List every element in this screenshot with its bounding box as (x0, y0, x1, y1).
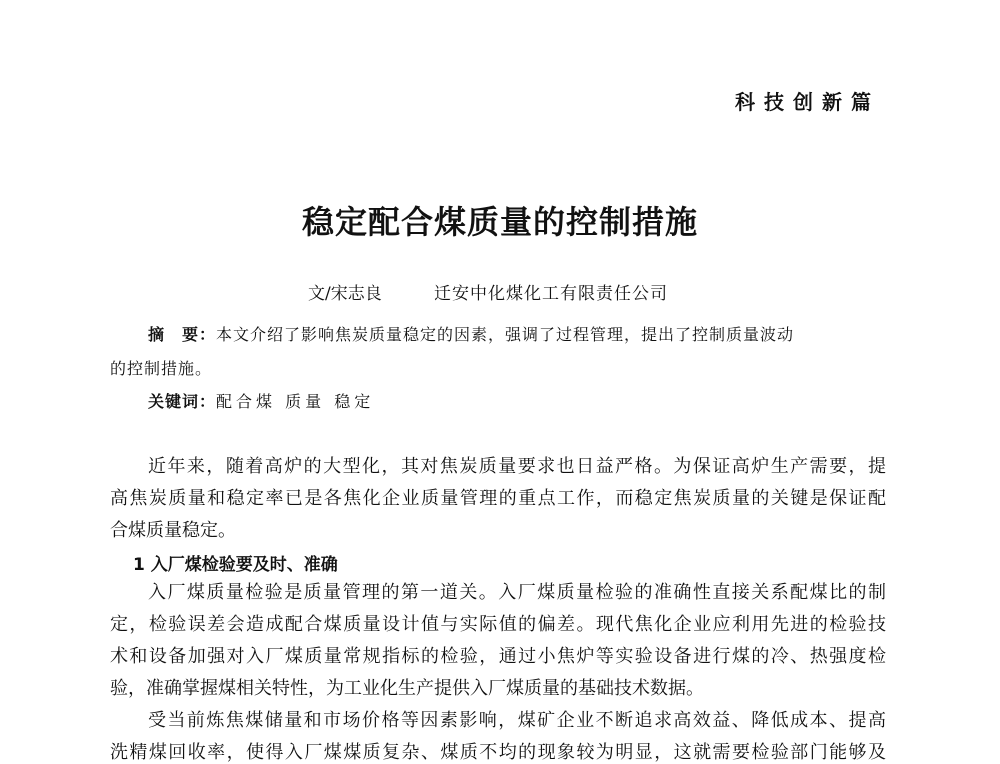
author-organization: 迁安中化煤化工有限责任公司 (434, 284, 668, 304)
section1-line-4: 验，准确掌握煤相关特性，为工业化生产提供入厂煤质量的基础技术数据。 (110, 678, 704, 699)
abstract-line-2: 的控制措施。 (110, 359, 213, 378)
section1-line-5: 受当前炼焦煤储量和市场价格等因素影响，煤矿企业不断追求高效益、降低成本、提高 (148, 710, 886, 731)
section1-line-2: 定，检验误差会造成配合煤质量设计值与实际值的偏差。现代焦化企业应利用先进的检验技 (110, 614, 886, 635)
intro-line-3: 合煤质量稳定。 (110, 520, 236, 541)
abstract-text-1: 本文介绍了影响焦炭质量稳定的因素，强调了过程管理，提出了控制质量波动 (216, 325, 795, 344)
intro-line-2: 高焦炭质量和稳定率已是各焦化企业质量管理的重点工作，而稳定焦炭质量的关键是保证配 (110, 488, 886, 509)
section-header: 科技创新篇 (735, 90, 880, 114)
abstract-line-1 (148, 322, 886, 345)
section1-line-3: 术和设备加强对入厂煤质量常规指标的检验，通过小焦炉等实验设备进行煤的冷、热强度检 (110, 646, 886, 667)
section1-line-1: 入厂煤质量检验是质量管理的第一道关。入厂煤质量检验的准确性直接关系配煤比的制 (148, 582, 886, 603)
article-title: 稳定配合煤质量的控制措施 (301, 203, 698, 241)
keywords-label: 关键词： (148, 392, 217, 411)
abstract-label: 摘 要： (148, 325, 217, 344)
byline (0, 279, 1000, 303)
keywords-text: 配合煤 质量 稳定 (216, 392, 375, 411)
section1-line-6: 洗精煤回收率，使得入厂煤煤质复杂、煤质不均的现象较为明显，这就需要检验部门能够及 (110, 742, 886, 763)
keywords-line (148, 389, 374, 412)
author-name: 文/宋志良 (308, 284, 382, 304)
section1-heading: 1 入厂煤检验要及时、准确 (133, 555, 338, 575)
intro-line-1: 近年来，随着高炉的大型化，其对焦炭质量要求也日益严格。为保证高炉生产需要，提 (148, 456, 886, 477)
